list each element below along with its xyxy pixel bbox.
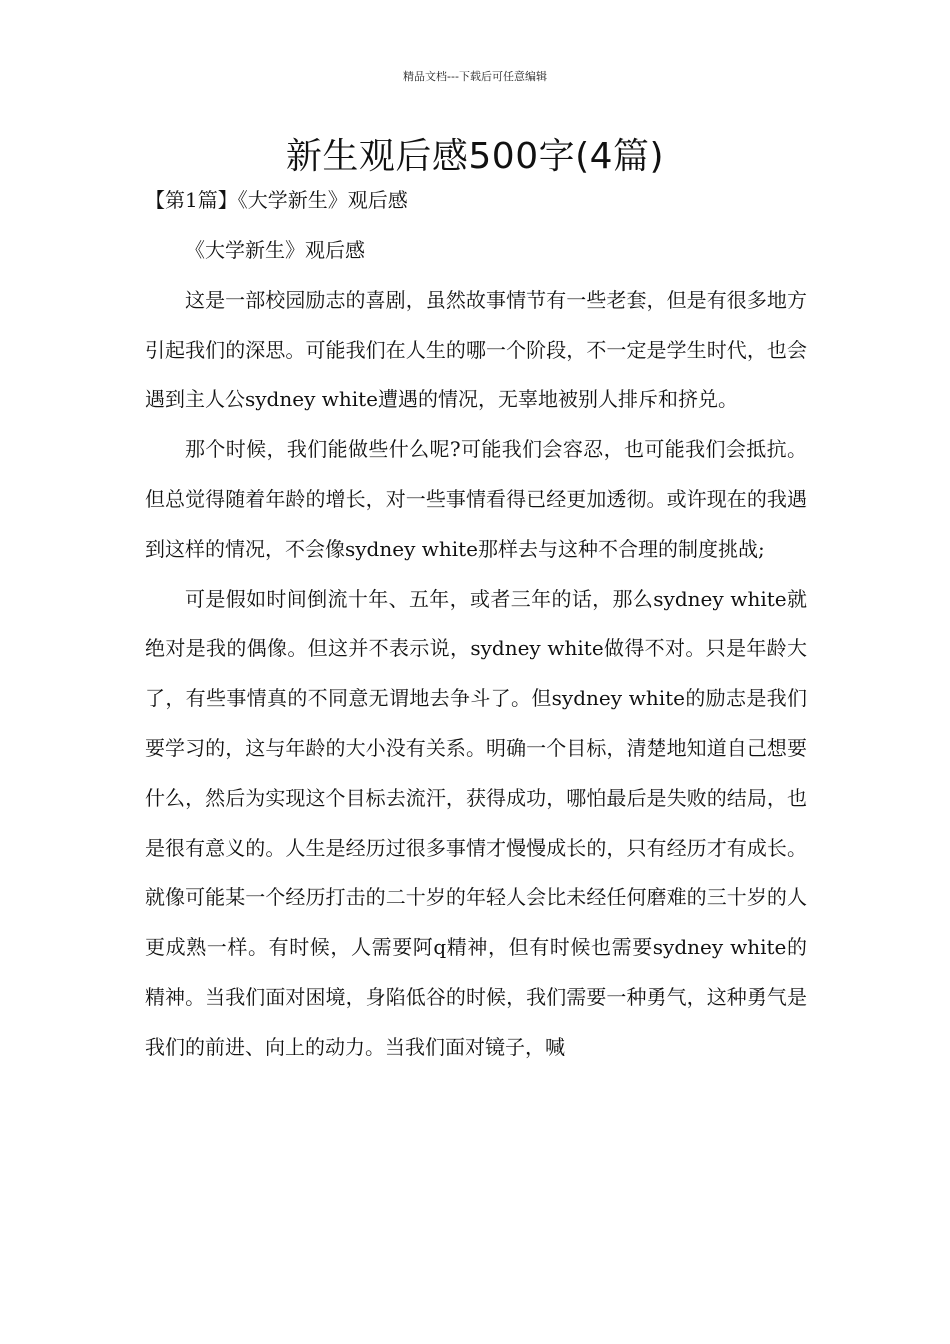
section-heading: 【第1篇】《大学新生》观后感: [145, 188, 408, 212]
paragraph: 那个时候，我们能做些什么呢?可能我们会容忍，也可能我们会抵抗。但总觉得随着年龄的增长，对一些事情看得已经更加透彻。或许现在的我遇到这样的情况，不会像sydney white那样去与这种不合理的制度挑战;: [145, 437, 807, 561]
paragraph-subtitle: 《大学新生》观后感: [185, 238, 365, 262]
document-title: 新生观后感500字(4篇): [285, 136, 665, 177]
paragraph: 可是假如时间倒流十年、五年，或者三年的话，那么sydney white就绝对是我的偶像。但这并不表示说，sydney white做得不对。只是年龄大了，有些事情真的不同意无谓地去争斗了。但sydney white的励志是我们要学习的，这与年龄的大小没有关系。明确一个目标，清楚地知道自己想要什么，然后为实现这个目标去流汗，获得成功，哪怕最后是失败的结局，也是很有意义的。人生是经历过很多事情才慢慢成长的，只有经历才有成长。就像可能某一个经历打击的二十岁的年轻人会比未经任何磨难的三十岁的人更成熟一样。有时候，人需要阿q精神，但有时候也需要sydney white的精神。当我们面对困境，身陷低谷的时候，我们需要一种勇气，这种勇气是我们的前进、向上的动力。当我们面对镜子，喊: [145, 586, 807, 1059]
body-text: [145, 226, 807, 1073]
header-note: 精品文档---下载后可任意编辑: [403, 70, 547, 83]
paragraph: 这是一部校园励志的喜剧，虽然故事情节有一些老套，但是有很多地方引起我们的深思。可能我们在人生的哪一个阶段，不一定是学生时代，也会遇到主人公sydney white遭遇的情况，无辜地被别人排斥和挤兑。: [145, 287, 807, 412]
